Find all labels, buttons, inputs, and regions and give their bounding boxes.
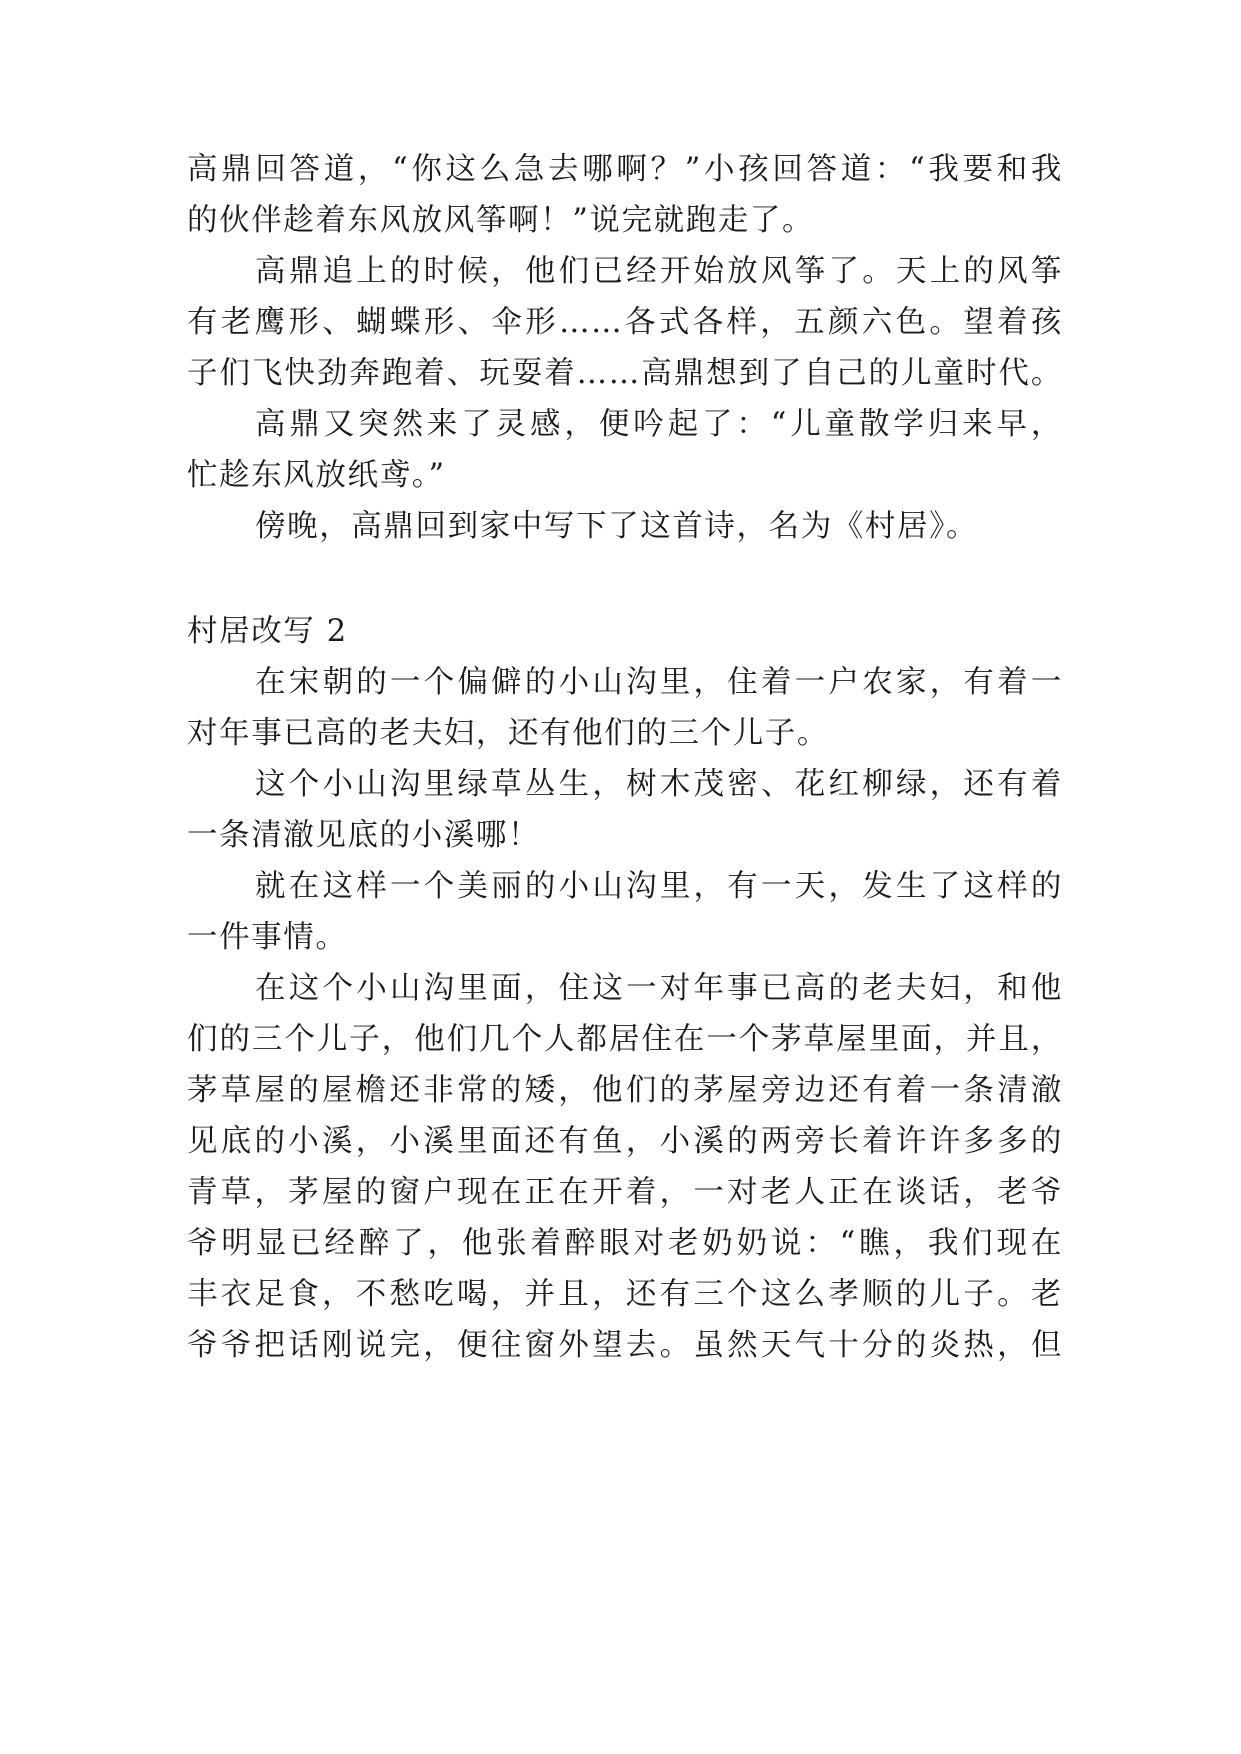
paragraph-first-line: 高鼎追上的时候，他们已经开始放风筝了。天上的风筝 — [255, 254, 1063, 289]
paragraph-first-line: 就在这样一个美丽的小山沟里，有一天，发生了这样的 — [255, 869, 1063, 904]
section-title: 村居改写 2 — [187, 614, 348, 649]
text-line: 爷明显已经醉了，他张着醉眼对老奶奶说：“瞧，我们现在 — [187, 1226, 1063, 1261]
paragraph-first-line: 傍晚，高鼎回到家中写下了这首诗，名为《村居》。 — [255, 509, 979, 544]
text-line: 有老鹰形、蝴蝶形、伞形……各式各样，五颜六色。望着孩 — [187, 305, 1063, 340]
text-line: 见底的小溪，小溪里面还有鱼，小溪的两旁长着许许多多的 — [187, 1124, 1063, 1159]
text-line: 茅草屋的屋檐还非常的矮，他们的茅屋旁边还有着一条清澈 — [187, 1073, 1063, 1108]
text-line: 一件事情。 — [187, 920, 348, 955]
text-line: 子们飞快劲奔跑着、玩耍着……高鼎想到了自己的儿童时代。 — [187, 356, 1063, 391]
paragraph-first-line: 高鼎又突然来了灵感，便吟起了：“儿童散学归来早， — [255, 407, 1063, 442]
text-line: 们的三个儿子，他们几个人都居住在一个茅草屋里面，并且， — [187, 1022, 1063, 1057]
text-line: 丰衣足食，不愁吃喝，并且，还有三个这么孝顺的儿子。老 — [187, 1277, 1063, 1312]
paragraph-first-line: 在这个小山沟里面，住这一对年事已高的老夫妇，和他 — [255, 971, 1063, 1006]
text-line: 一条清澈见底的小溪哪！ — [187, 818, 541, 853]
text-line: 对年事已高的老夫妇，还有他们的三个儿子。 — [187, 716, 829, 751]
text-line: 高鼎回答道，“你这么急去哪啊？”小孩回答道：“我要和我 — [187, 152, 1063, 187]
text-line: 忙趁东风放纸鸢。” — [187, 458, 446, 493]
paragraph-first-line: 在宋朝的一个偏僻的小山沟里，住着一户农家，有着一 — [255, 665, 1063, 700]
text-line: 青草，茅屋的窗户现在正在开着，一对老人正在谈话，老爷 — [187, 1175, 1063, 1210]
text-line: 的伙伴趁着东风放风筝啊！”说完就跑走了。 — [187, 203, 815, 238]
paragraph-first-line: 这个小山沟里绿草丛生，树木茂密、花红柳绿，还有着 — [255, 767, 1063, 802]
text-line: 爷爷把话刚说完，便往窗外望去。虽然天气十分的炎热，但 — [187, 1328, 1063, 1363]
